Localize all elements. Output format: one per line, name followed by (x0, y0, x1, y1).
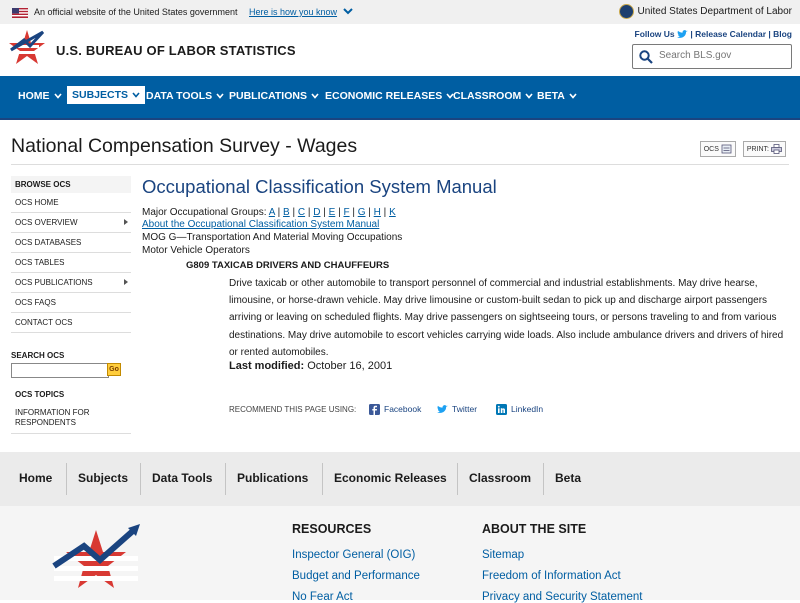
facebook-label: Facebook (384, 404, 422, 414)
sidebar-browse (11, 176, 131, 333)
sidebar-topics (11, 386, 131, 434)
search-icon[interactable] (639, 50, 653, 64)
twitter-label: Twitter (452, 404, 478, 414)
us-flag-icon (12, 8, 28, 18)
chevron-down-icon (569, 93, 577, 99)
group-link-a[interactable]: A (268, 207, 275, 218)
group-link-k[interactable]: K (389, 207, 396, 218)
footer-nav-separator (543, 463, 544, 495)
divider (11, 164, 789, 165)
search-input[interactable] (657, 49, 786, 62)
resources-heading: RESOURCES (292, 522, 372, 536)
main-nav (0, 76, 800, 120)
nav-subjects[interactable] (67, 86, 145, 104)
group-link-c[interactable]: C (297, 207, 306, 218)
occupation-description: Drive taxicab or other automobile to transport personnel of commercial and industrial establishments. May drive hearse, limousine, or horse-drawn vehicle. May drive limousine or custom-built sedan to pick up and discharge airport passengers arriving or leaving on scheduled flights. May drive passengers on sightseeing tours, or persons traveling to and from various destinations. May drive automobile to escort vehicles carrying wide loads. Also include ambulance drivers and drivers of hired or rented automobiles. (229, 278, 784, 358)
sidebar-item-label: OCS PUBLICATIONS (15, 278, 93, 287)
footer-link-budget[interactable]: Budget and Performance (292, 570, 420, 582)
nav-data-tools[interactable] (146, 90, 224, 102)
print-tool-label: PRINT: (746, 145, 769, 153)
nav-classroom-label: CLASSROOM (453, 90, 522, 102)
twitter-icon[interactable] (677, 30, 688, 39)
footer-nav-separator (225, 463, 226, 495)
linkedin-icon (496, 404, 507, 415)
twitter-icon (437, 404, 448, 415)
document-icon (721, 144, 732, 154)
sidebar-item-ocs-home[interactable]: OCS HOME (11, 193, 131, 213)
caret-right-icon (124, 219, 128, 225)
share-twitter[interactable] (437, 404, 477, 415)
nav-publications-label: PUBLICATIONS (229, 90, 307, 102)
footer-nav-subjects[interactable]: Subjects (78, 471, 129, 485)
gov-banner (0, 0, 800, 24)
site-search (632, 44, 792, 69)
last-modified (229, 360, 392, 372)
chevron-down-icon (311, 93, 319, 99)
footer-nav-home[interactable]: Home (19, 471, 53, 485)
bls-footer-logo-icon (50, 522, 142, 602)
print-button[interactable] (743, 141, 786, 157)
release-calendar-link[interactable]: Release Calendar (695, 29, 766, 39)
sidebar-item-ocs-publications[interactable] (11, 273, 131, 293)
group-link-e[interactable]: E (328, 207, 336, 218)
nav-home-label: HOME (18, 90, 50, 102)
chevron-down-icon[interactable] (343, 7, 353, 15)
groups-label: Major Occupational Groups: (142, 207, 267, 218)
chevron-down-icon (132, 92, 140, 98)
about-manual-link[interactable]: About the Occupational Classification System Manual (142, 219, 380, 230)
nav-beta-label: BETA (537, 90, 565, 102)
caret-right-icon (124, 279, 128, 285)
follow-us-link[interactable]: Follow Us (634, 29, 675, 39)
blog-link[interactable]: Blog (773, 29, 792, 39)
sidebar-item-information-for-respondents[interactable]: INFORMATION FOR RESPONDENTS (11, 403, 131, 434)
footer-nav (0, 452, 800, 506)
chevron-down-icon (54, 93, 62, 99)
group-link-b[interactable]: B (283, 207, 290, 218)
major-groups: Major Occupational Groups: A | B | C | D | E | F | G | H | K (142, 207, 396, 218)
sidebar-item-ocs-overview[interactable] (11, 213, 131, 233)
footer-nav-separator (66, 463, 67, 495)
dol-seal-icon (619, 4, 634, 19)
dol-link[interactable] (619, 4, 792, 19)
site-header (0, 24, 800, 76)
bls-logo-icon[interactable] (8, 28, 46, 72)
chevron-down-icon (216, 93, 224, 99)
group-link-f[interactable]: F (343, 207, 350, 218)
site-title[interactable]: U.S. BUREAU OF LABOR STATISTICS (56, 43, 296, 58)
how-you-know-link[interactable]: Here is how you know (249, 7, 338, 17)
linkedin-label: LinkedIn (511, 404, 544, 414)
sidebar-item-label: OCS OVERVIEW (15, 218, 78, 227)
recommend-label: RECOMMEND THIS PAGE USING: (229, 405, 357, 414)
nav-home[interactable] (18, 90, 62, 102)
nav-data-tools-label: DATA TOOLS (146, 90, 213, 102)
group-link-d[interactable]: D (313, 207, 321, 218)
search-ocs-heading: SEARCH OCS (11, 351, 65, 360)
group-link-g[interactable]: G (357, 207, 366, 218)
nav-economic-releases-label: ECONOMIC RELEASES (325, 90, 443, 102)
footer-link-sitemap[interactable]: Sitemap (482, 549, 525, 561)
ocs-rss-button[interactable] (700, 141, 736, 157)
last-modified-date: October 16, 2001 (307, 360, 393, 372)
footer-nav-separator (322, 463, 323, 495)
footer-nav-publications[interactable]: Publications (237, 471, 309, 485)
nav-classroom[interactable] (453, 90, 533, 102)
mog-heading: MOG G—Transportation And Material Moving Occupations (142, 232, 403, 243)
facebook-icon (369, 404, 380, 415)
subgroup-heading: Motor Vehicle Operators (142, 245, 250, 256)
footer-link-no-fear-act[interactable]: No Fear Act (292, 591, 353, 603)
manual-title: Occupational Classification System Manual (142, 176, 497, 197)
official-site-text: An official website of the United States government (34, 7, 238, 17)
printer-icon (771, 144, 782, 154)
page-tools (695, 141, 786, 157)
nav-subjects-label: SUBJECTS (72, 89, 129, 101)
header-links: Follow Us | Release Calendar | Blog (634, 29, 792, 39)
page-title: National Compensation Survey - Wages (11, 135, 358, 157)
topics-heading: OCS TOPICS (11, 386, 131, 403)
share-facebook[interactable] (369, 404, 421, 415)
footer-link-privacy[interactable]: Privacy and Security Statement (482, 591, 643, 603)
share-linkedin[interactable] (496, 404, 543, 415)
footer-nav-economic-releases[interactable]: Economic Releases (334, 471, 447, 485)
site-footer (0, 506, 800, 603)
sidebar-item-ocs-faqs[interactable]: OCS FAQS (11, 293, 131, 313)
nav-publications[interactable] (229, 90, 319, 102)
about-site-heading: ABOUT THE SITE (482, 522, 587, 536)
footer-nav-classroom[interactable]: Classroom (469, 471, 532, 485)
sidebar-heading: BROWSE OCS (11, 176, 131, 193)
occupation-heading: G809 TAXICAB DRIVERS AND CHAUFFEURS (186, 260, 390, 271)
footer-link-oig[interactable]: Inspector General (OIG) (292, 549, 416, 561)
chevron-down-icon (525, 93, 533, 99)
last-modified-label: Last modified: (229, 360, 305, 372)
nav-economic-releases[interactable] (325, 90, 454, 102)
ocs-tool-label: OCS (703, 145, 719, 153)
group-link-h[interactable]: H (373, 207, 381, 218)
dol-label: United States Department of Labor (637, 6, 792, 18)
footer-nav-separator (457, 463, 458, 495)
footer-nav-data-tools[interactable]: Data Tools (152, 471, 213, 485)
footer-nav-separator (140, 463, 141, 495)
nav-beta[interactable] (537, 90, 577, 102)
sidebar-item-ocs-databases[interactable]: OCS DATABASES (11, 233, 131, 253)
footer-link-foia[interactable]: Freedom of Information Act (482, 570, 621, 582)
sidebar-item-ocs-tables[interactable]: OCS TABLES (11, 253, 131, 273)
ocs-search-input[interactable] (11, 363, 109, 378)
sidebar-item-contact-ocs[interactable]: CONTACT OCS (11, 313, 131, 333)
footer-nav-beta[interactable]: Beta (555, 471, 582, 485)
go-button[interactable]: Go (107, 363, 121, 376)
